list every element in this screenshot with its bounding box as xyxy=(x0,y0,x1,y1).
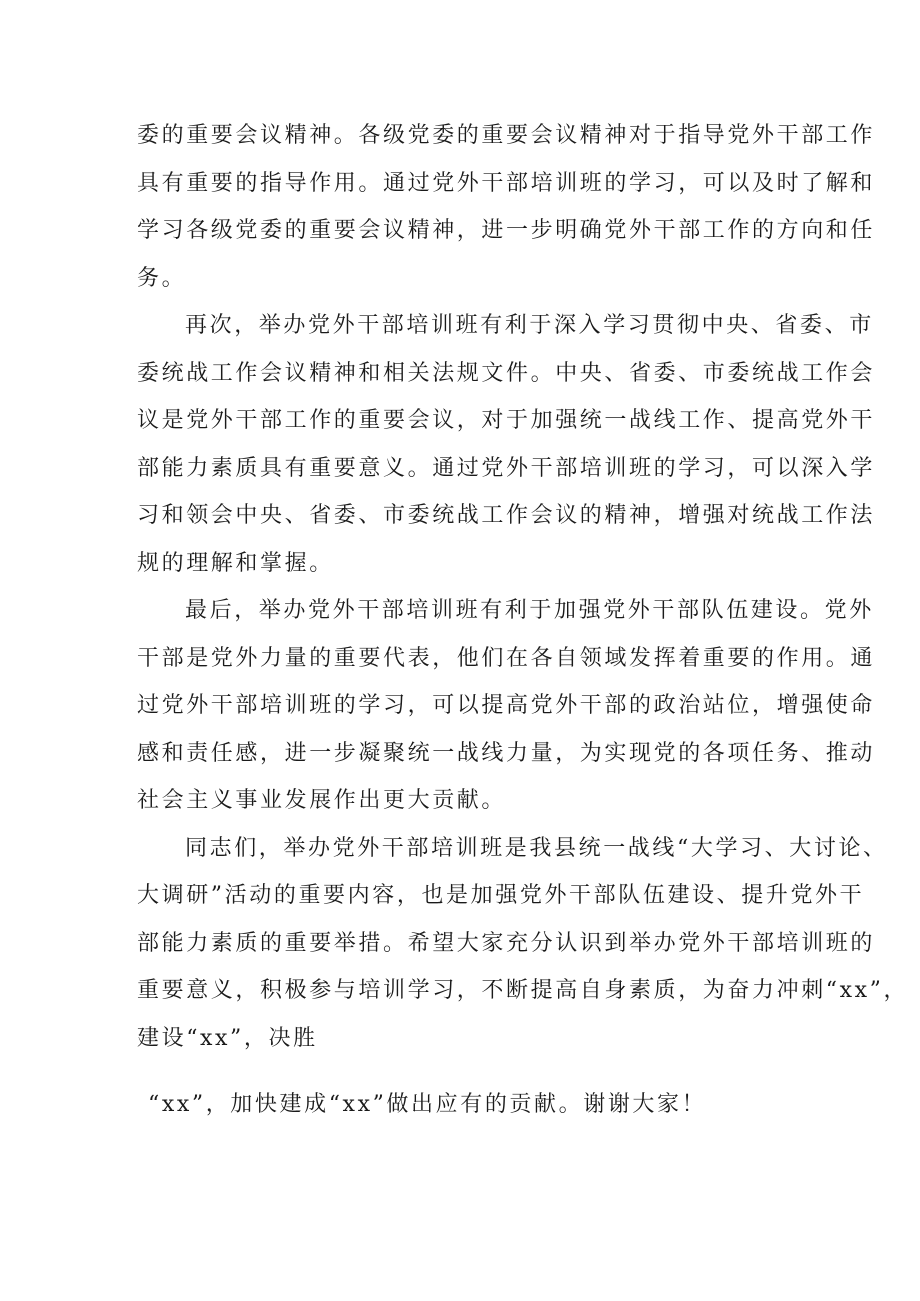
document-body xyxy=(137,112,909,1062)
text-line-10: 规的理解和掌握。 xyxy=(137,550,334,576)
text-line-17: 大调研”活动的重要内容，也是加强党外干部队伍建设、提升党外干 xyxy=(137,883,865,908)
text-line-8: 部能力素质具有重要意义。通过党外干部培训班的学习，可以深入学 xyxy=(137,455,876,481)
text-line-2: 具有重要的指导作用。通过党外干部培训班的学习，可以及时了解和 xyxy=(137,170,876,196)
text-line-5: 再次，举办党外干部培训班有利于深入学习贯彻中央、省委、市 xyxy=(185,313,874,338)
text-line-14: 感和责任感，进一步凝聚统一战线力量，为实现党的各项任务、推动 xyxy=(137,740,876,766)
text-line-9: 习和领会中央、省委、市委统战工作会议的精神，增强对统战工作法 xyxy=(137,503,876,528)
text-line-1: 委的重要会议精神。各级党委的重要会议精神对于指导党外干部工作 xyxy=(137,123,876,148)
text-line-4: 务。 xyxy=(137,265,187,291)
text-line-3: 学习各级党委的重要会议精神，进一步明确党外干部工作的方向和任 xyxy=(137,218,876,243)
text-line-15: 社会主义事业发展作出更大贡献。 xyxy=(137,788,507,813)
text-line-11: 最后，举办党外干部培训班有利于加强党外干部队伍建设。党外 xyxy=(185,598,874,623)
text-line-7: 议是党外干部工作的重要会议，对于加强统一战线工作、提高党外干 xyxy=(137,408,876,433)
text-line-20: 建设“xx”，决胜 xyxy=(137,1025,318,1051)
text-line-16: 同志们，举办党外干部培训班是我县统一战线“大学习、大讨论、 xyxy=(185,835,888,861)
text-line-6: 委统战工作会议精神和相关法规文件。中央、省委、市委统战工作会 xyxy=(137,360,876,386)
closing-line: “xx”，加快建成“xx”做出应有的贡献。谢谢大家！ xyxy=(148,1092,707,1117)
text-line-18: 部能力素质的重要举措。希望大家充分认识到举办党外干部培训班的 xyxy=(137,930,876,956)
text-line-13: 过党外干部培训班的学习，可以提高党外干部的政治站位，增强使命 xyxy=(137,693,876,718)
text-line-19: 重要意义，积极参与培训学习，不断提高自身素质，为奋力冲刺“xx”， xyxy=(137,978,909,1003)
text-line-12: 干部是党外力量的重要代表，他们在各自领域发挥着重要的作用。通 xyxy=(137,645,876,671)
